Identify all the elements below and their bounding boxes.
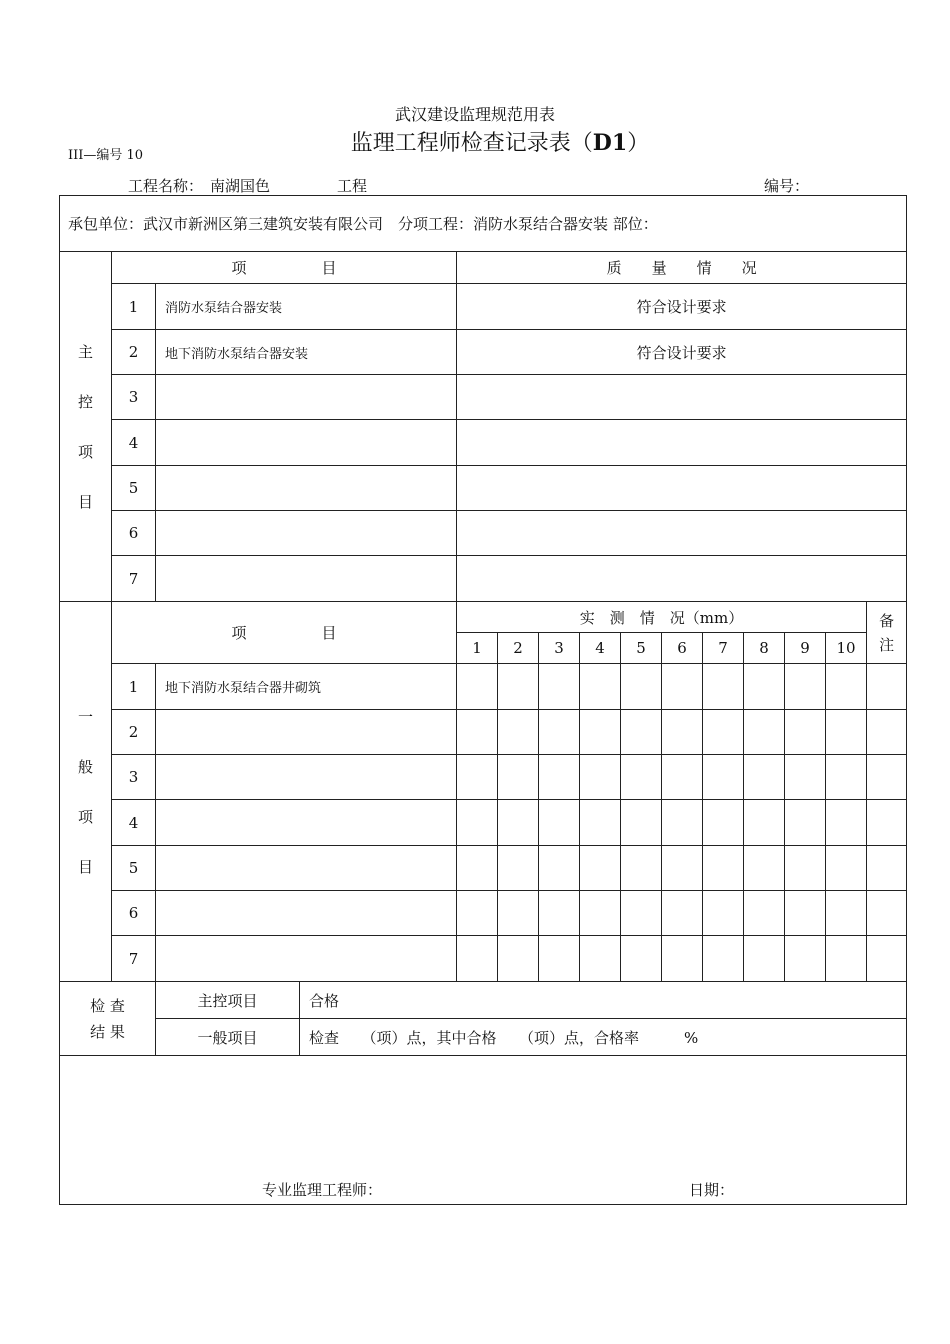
general-row-item[interactable] (156, 755, 457, 800)
general-char-3: 项 (77, 807, 93, 826)
title-end: ） (627, 131, 650, 156)
main-header-row (60, 252, 907, 284)
remark-cell[interactable] (867, 891, 907, 936)
measure-cell[interactable] (662, 891, 703, 936)
main-row-item[interactable] (156, 420, 457, 466)
remark-cell[interactable] (867, 800, 907, 846)
remark-cell[interactable] (867, 755, 907, 800)
main-row-quality[interactable] (457, 375, 907, 420)
main-row-quality[interactable] (457, 466, 907, 511)
main-row-quality[interactable] (457, 556, 907, 602)
main-row-no: 7 (112, 556, 156, 602)
remark-cell[interactable] (867, 846, 907, 891)
measure-cell[interactable] (662, 710, 703, 755)
project-name: 南湖国色 (210, 177, 271, 195)
measure-cell[interactable] (826, 891, 867, 936)
general-row-item[interactable] (156, 800, 457, 846)
general-char-2: 般 (77, 757, 93, 776)
measure-cell[interactable] (662, 800, 703, 846)
measure-cell[interactable] (498, 800, 539, 846)
general-col-measure: 实 测 情 况（mm） (457, 602, 867, 633)
measure-cell[interactable] (457, 800, 498, 846)
measure-cell[interactable] (703, 664, 744, 710)
general-row-item[interactable] (156, 710, 457, 755)
general-row (60, 846, 907, 891)
measure-cell[interactable] (662, 846, 703, 891)
main-row-quality[interactable]: 符合设计要求 (457, 330, 907, 375)
main-control-label (60, 252, 112, 602)
contractor-info: 承包单位：武汉市新洲区第三建筑安装有限公司 分项工程：消防水泵结合器安装 部位： (60, 196, 907, 252)
title-code: D1 (592, 130, 628, 156)
general-row-no: 3 (112, 755, 156, 800)
main-row (60, 375, 907, 420)
inspection-form-table (59, 195, 907, 1205)
general-char-1: 一 (77, 707, 93, 726)
measure-cell[interactable] (580, 755, 621, 800)
result-main-label: 主控项目 (156, 982, 300, 1019)
measure-cell[interactable] (744, 664, 785, 710)
measure-cell[interactable] (539, 664, 580, 710)
measure-col-8: 8 (744, 633, 785, 664)
measure-cell[interactable] (744, 710, 785, 755)
main-row-quality[interactable] (457, 420, 907, 466)
measure-cell[interactable] (498, 664, 539, 710)
measure-cell[interactable] (621, 936, 662, 982)
main-row (60, 420, 907, 466)
measure-cell[interactable] (539, 936, 580, 982)
main-col-quality: 质 量 情 况 (457, 252, 907, 284)
main-row (60, 511, 907, 556)
general-row-no: 7 (112, 936, 156, 982)
general-row (60, 800, 907, 846)
measure-cell[interactable] (785, 755, 826, 800)
measure-col-3: 3 (539, 633, 580, 664)
main-row (60, 330, 907, 375)
measure-cell[interactable] (785, 710, 826, 755)
measure-cell[interactable] (539, 891, 580, 936)
measure-col-1: 1 (457, 633, 498, 664)
measure-cell[interactable] (498, 846, 539, 891)
measure-cell[interactable] (498, 891, 539, 936)
main-char-4: 目 (77, 492, 93, 511)
remark-char-2: 注 (879, 635, 895, 654)
general-row-no: 1 (112, 664, 156, 710)
general-char-4: 目 (77, 857, 93, 876)
general-row-no: 6 (112, 891, 156, 936)
date-label: 日期： (689, 1181, 735, 1199)
measure-cell[interactable] (826, 936, 867, 982)
general-col-remark (867, 602, 907, 664)
main-row-no: 4 (112, 420, 156, 466)
measure-cell[interactable] (785, 846, 826, 891)
general-row-item[interactable] (156, 846, 457, 891)
main-row-item[interactable]: 消防水泵结合器安装 (156, 284, 457, 330)
main-row-item[interactable] (156, 466, 457, 511)
main-char-1: 主 (77, 342, 93, 361)
general-row-item[interactable] (156, 936, 457, 982)
measure-cell[interactable] (457, 891, 498, 936)
measure-cell[interactable] (662, 664, 703, 710)
result-main-value[interactable]: 合格 (300, 982, 907, 1019)
general-row-no: 5 (112, 846, 156, 891)
main-row-item[interactable] (156, 511, 457, 556)
measure-cell[interactable] (580, 664, 621, 710)
measure-cell[interactable] (580, 936, 621, 982)
measure-cell[interactable] (785, 664, 826, 710)
main-row (60, 556, 907, 602)
measure-cell[interactable] (744, 891, 785, 936)
measure-cell[interactable] (744, 800, 785, 846)
main-row-item[interactable]: 地下消防水泵结合器安装 (156, 330, 457, 375)
main-row-no: 2 (112, 330, 156, 375)
general-row-no: 4 (112, 800, 156, 846)
general-col-item: 项 目 (112, 602, 457, 664)
result-main-row (60, 982, 907, 1019)
measure-cell[interactable] (662, 936, 703, 982)
main-row-item[interactable] (156, 375, 457, 420)
title-main: 监理工程师检查记录表（ (350, 131, 593, 156)
main-char-3: 项 (77, 442, 93, 461)
signature-row (60, 1056, 907, 1205)
form-subtitle: 武汉建设监理规范用表 (394, 105, 555, 124)
general-row (60, 710, 907, 755)
remark-char-1: 备 (879, 611, 895, 630)
measure-cell[interactable] (457, 664, 498, 710)
measure-cell[interactable] (621, 891, 662, 936)
main-row-quality[interactable] (457, 511, 907, 556)
measure-cell[interactable] (744, 755, 785, 800)
measure-cell[interactable] (785, 936, 826, 982)
general-row (60, 891, 907, 936)
measure-cell[interactable] (621, 710, 662, 755)
contractor-row (60, 196, 907, 252)
general-row (60, 755, 907, 800)
measure-cell[interactable] (621, 664, 662, 710)
measure-cell[interactable] (826, 846, 867, 891)
measure-cell[interactable] (457, 710, 498, 755)
measure-cell[interactable] (498, 710, 539, 755)
general-row (60, 664, 907, 710)
measure-cell[interactable] (826, 710, 867, 755)
measure-cell[interactable] (539, 846, 580, 891)
general-row-item[interactable]: 地下消防水泵结合器井砌筑 (156, 664, 457, 710)
measure-cell[interactable] (826, 755, 867, 800)
main-row (60, 284, 907, 330)
measure-col-7: 7 (703, 633, 744, 664)
measure-cell[interactable] (744, 936, 785, 982)
main-row-no: 1 (112, 284, 156, 330)
measure-cell[interactable] (539, 755, 580, 800)
measure-cell[interactable] (580, 846, 621, 891)
measure-cell[interactable] (457, 846, 498, 891)
number-label: 编号： (764, 177, 810, 195)
form-code: III—编号 10 (68, 148, 144, 163)
measure-cell[interactable] (703, 710, 744, 755)
main-row-item[interactable] (156, 556, 457, 602)
measure-cell[interactable] (826, 664, 867, 710)
measure-cell[interactable] (744, 846, 785, 891)
general-row-item[interactable] (156, 891, 457, 936)
measure-cell[interactable] (580, 710, 621, 755)
result-general-label: 一般项目 (156, 1019, 300, 1056)
result-label (60, 982, 156, 1056)
general-label (60, 602, 112, 982)
measure-cell[interactable] (621, 800, 662, 846)
remark-cell[interactable] (867, 936, 907, 982)
measure-cell[interactable] (539, 800, 580, 846)
measure-col-10: 10 (826, 633, 867, 664)
main-char-2: 控 (77, 392, 93, 411)
result-general-row (60, 1019, 907, 1056)
result-general-value[interactable]: 检查 （项）点，其中合格 （项）点，合格率 % (300, 1019, 907, 1056)
main-row-no: 6 (112, 511, 156, 556)
measure-col-9: 9 (785, 633, 826, 664)
signature-area (60, 1056, 907, 1205)
main-row-no: 5 (112, 466, 156, 511)
general-header-row (60, 602, 907, 633)
engineer-label: 专业监理工程师： (262, 1181, 383, 1199)
remark-cell[interactable] (867, 710, 907, 755)
measure-cell[interactable] (621, 846, 662, 891)
result-label-line-1: 检 查 (90, 996, 125, 1015)
result-label-line-2: 结 果 (90, 1022, 125, 1041)
project-suffix: 工程 (337, 177, 368, 195)
measure-cell[interactable] (580, 891, 621, 936)
remark-cell[interactable] (867, 664, 907, 710)
measure-cell[interactable] (457, 755, 498, 800)
measure-cell[interactable] (457, 936, 498, 982)
measure-cell[interactable] (703, 846, 744, 891)
measure-cell[interactable] (662, 755, 703, 800)
measure-cell[interactable] (703, 891, 744, 936)
project-label: 工程名称： (128, 177, 204, 195)
general-row-no: 2 (112, 710, 156, 755)
main-row-quality[interactable]: 符合设计要求 (457, 284, 907, 330)
measure-cell[interactable] (621, 755, 662, 800)
measure-cell[interactable] (785, 891, 826, 936)
measure-cell[interactable] (498, 936, 539, 982)
general-row (60, 936, 907, 982)
measure-cell[interactable] (580, 800, 621, 846)
main-row-no: 3 (112, 375, 156, 420)
measure-cell[interactable] (539, 710, 580, 755)
main-row (60, 466, 907, 511)
measure-col-5: 5 (621, 633, 662, 664)
measure-col-6: 6 (662, 633, 703, 664)
measure-cell[interactable] (498, 755, 539, 800)
measure-col-2: 2 (498, 633, 539, 664)
measure-cell[interactable] (703, 755, 744, 800)
main-col-item: 项 目 (112, 252, 457, 284)
measure-cell[interactable] (785, 800, 826, 846)
measure-cell[interactable] (703, 936, 744, 982)
measure-col-4: 4 (580, 633, 621, 664)
measure-cell[interactable] (826, 800, 867, 846)
measure-cell[interactable] (703, 800, 744, 846)
